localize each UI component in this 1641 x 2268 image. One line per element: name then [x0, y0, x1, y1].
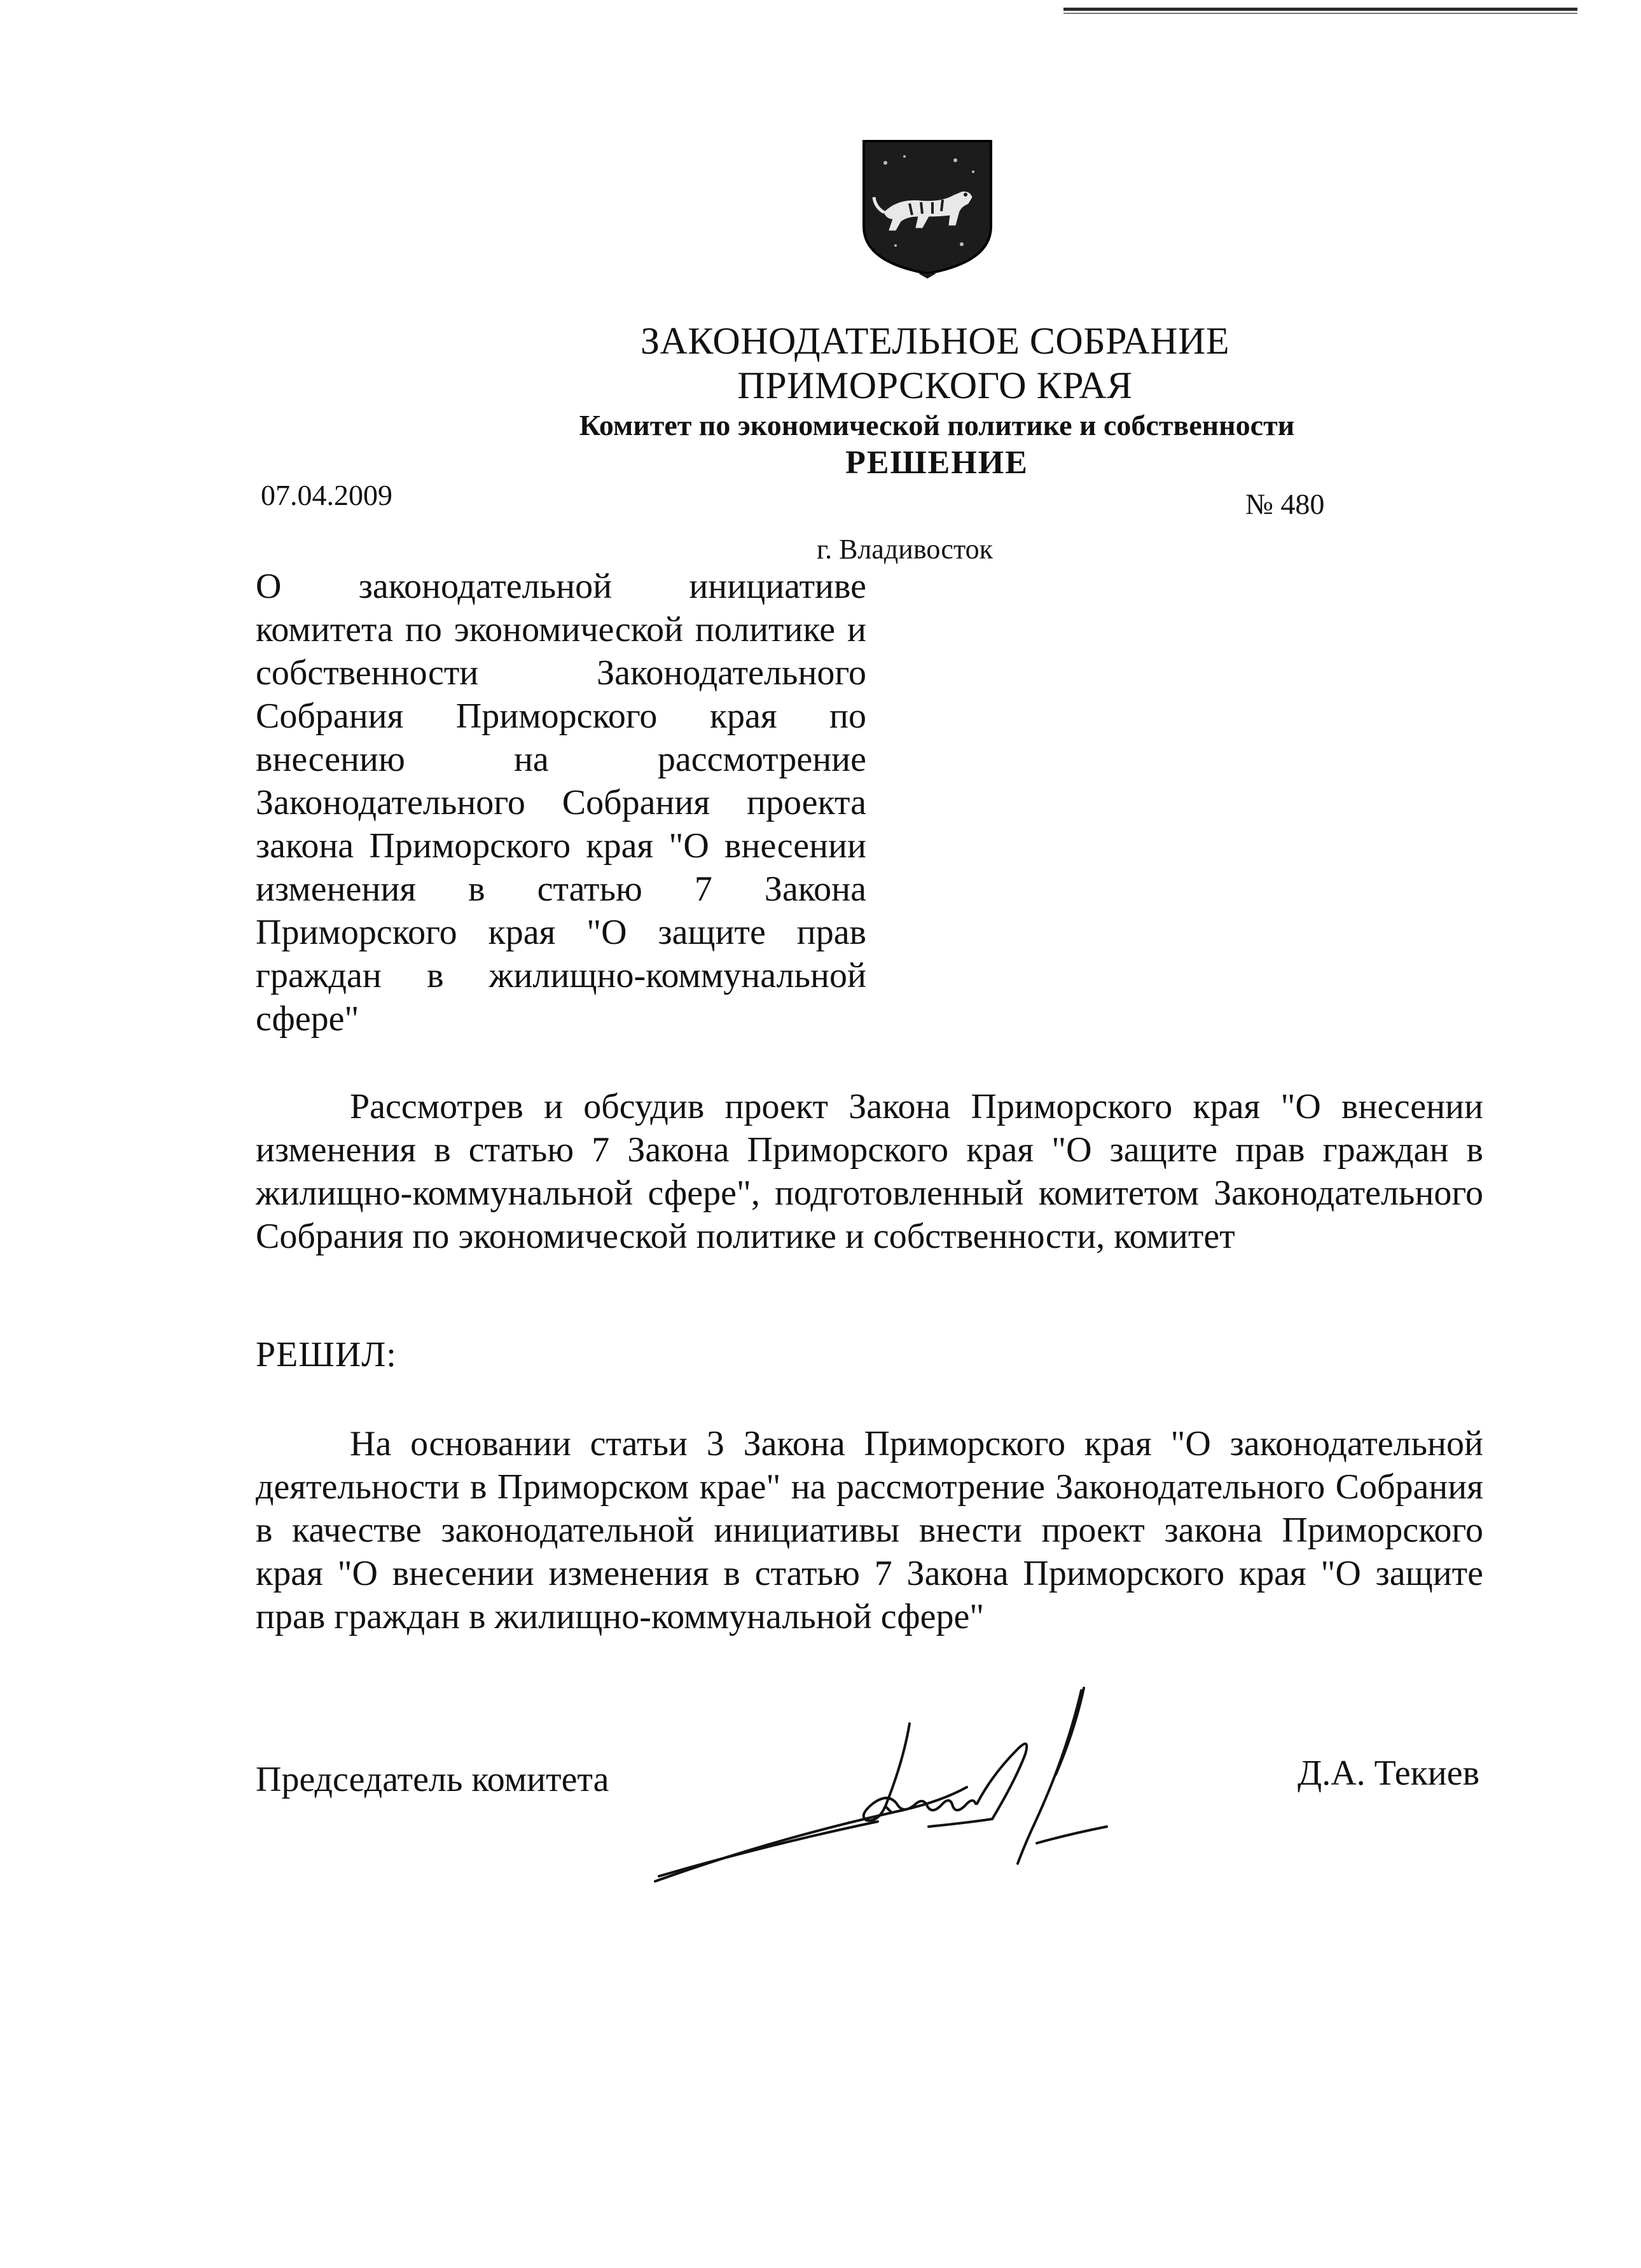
preamble-paragraph: Рассмотрев и обсудив проект Закона Приморского края "О внесении изменения в статью 7 Закона Приморского края "О защите прав граждан в жилищно-коммунальной сфере", подготовленный комитетом Законодательного Собрания по экономической политике и собственности, комитет — [256, 1087, 1483, 1256]
resolved-heading: РЕШИЛ: — [256, 1335, 397, 1374]
signature-icon — [636, 1679, 1119, 1895]
scan-top-rule — [1063, 8, 1577, 11]
coat-of-arms-icon — [860, 137, 995, 279]
scan-top-rule-shadow — [1063, 13, 1577, 14]
org-name-line1: ЗАКОНОДАТЕЛЬНОЕ СОБРАНИЕ — [640, 320, 1229, 362]
signatory-title: Председатель комитета — [256, 1760, 609, 1799]
resolution-paragraph: На основании статьи 3 Закона Приморского края "О законодательной деятельности в Приморском крае" на рассмотрение Законодательного Собрания в качестве законодательной инициативы внести проект закона Приморского края "О внесении изменения в статью 7 Закона Приморского края "О защите прав граждан в жилищно-коммунальной сфере" — [256, 1424, 1483, 1636]
document-number: № 480 — [1245, 488, 1325, 520]
signatory-name: Д.А. Текиев — [1298, 1753, 1480, 1793]
document-type: РЕШЕНИЕ — [845, 445, 1028, 481]
document-place: г. Владивосток — [817, 534, 993, 565]
document-subject: О законодательной инициативе комитета по экономической политике и собственности Законодательного Собрания Приморского края по внесению на рассмотрение Законодательного Собрания проекта закона Приморского края "О внесении изменения в статью 7 Закона Приморского края "О защите прав граждан в жилищно-коммунальной сфере" — [256, 567, 866, 1039]
org-name-line2: ПРИМОРСКОГО КРАЯ — [737, 364, 1133, 406]
document-date: 07.04.2009 — [261, 479, 392, 511]
committee-name: Комитет по экономической политике и собственности — [579, 409, 1295, 441]
